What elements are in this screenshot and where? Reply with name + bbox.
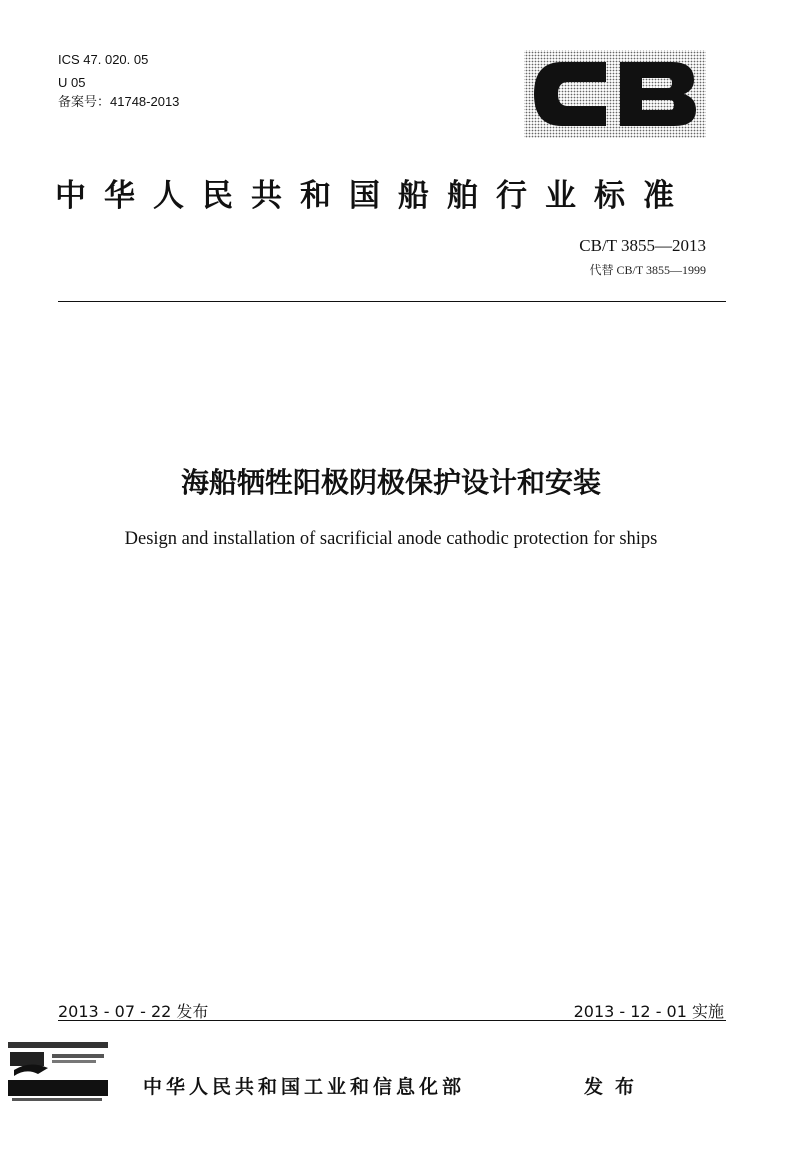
ccs-code: U 05 [58, 75, 86, 90]
publish-label: 发布 [584, 1076, 647, 1098]
bottom-divider [58, 1020, 726, 1021]
publisher-name: 中华人民共和国工业和信息化部 [143, 1076, 466, 1098]
replaces-standard: 代替 CB/T 3855—1999 [589, 263, 706, 277]
record-number: 备案号：41748-2013 [58, 94, 180, 109]
standard-number: CB/T 3855—2013 [579, 236, 706, 255]
title-english: Design and installation of sacrificial anode cathodic protection for ships [124, 529, 658, 549]
top-divider [58, 301, 726, 302]
implementation-date: 2013 - 12 - 01 实施 [573, 1002, 724, 1021]
industry-standard-title: 中华人民共和国船舶行业标准 [55, 178, 692, 214]
anti-counterfeit-sticker-icon [8, 1040, 108, 1102]
issue-date: 2013 - 07 - 22 发布 [58, 1002, 209, 1021]
ics-code: ICS 47. 020. 05 [58, 52, 149, 67]
title-chinese: 海船牺牲阳极阴极保护设计和安装 [180, 466, 601, 499]
cb-logo [522, 48, 708, 140]
